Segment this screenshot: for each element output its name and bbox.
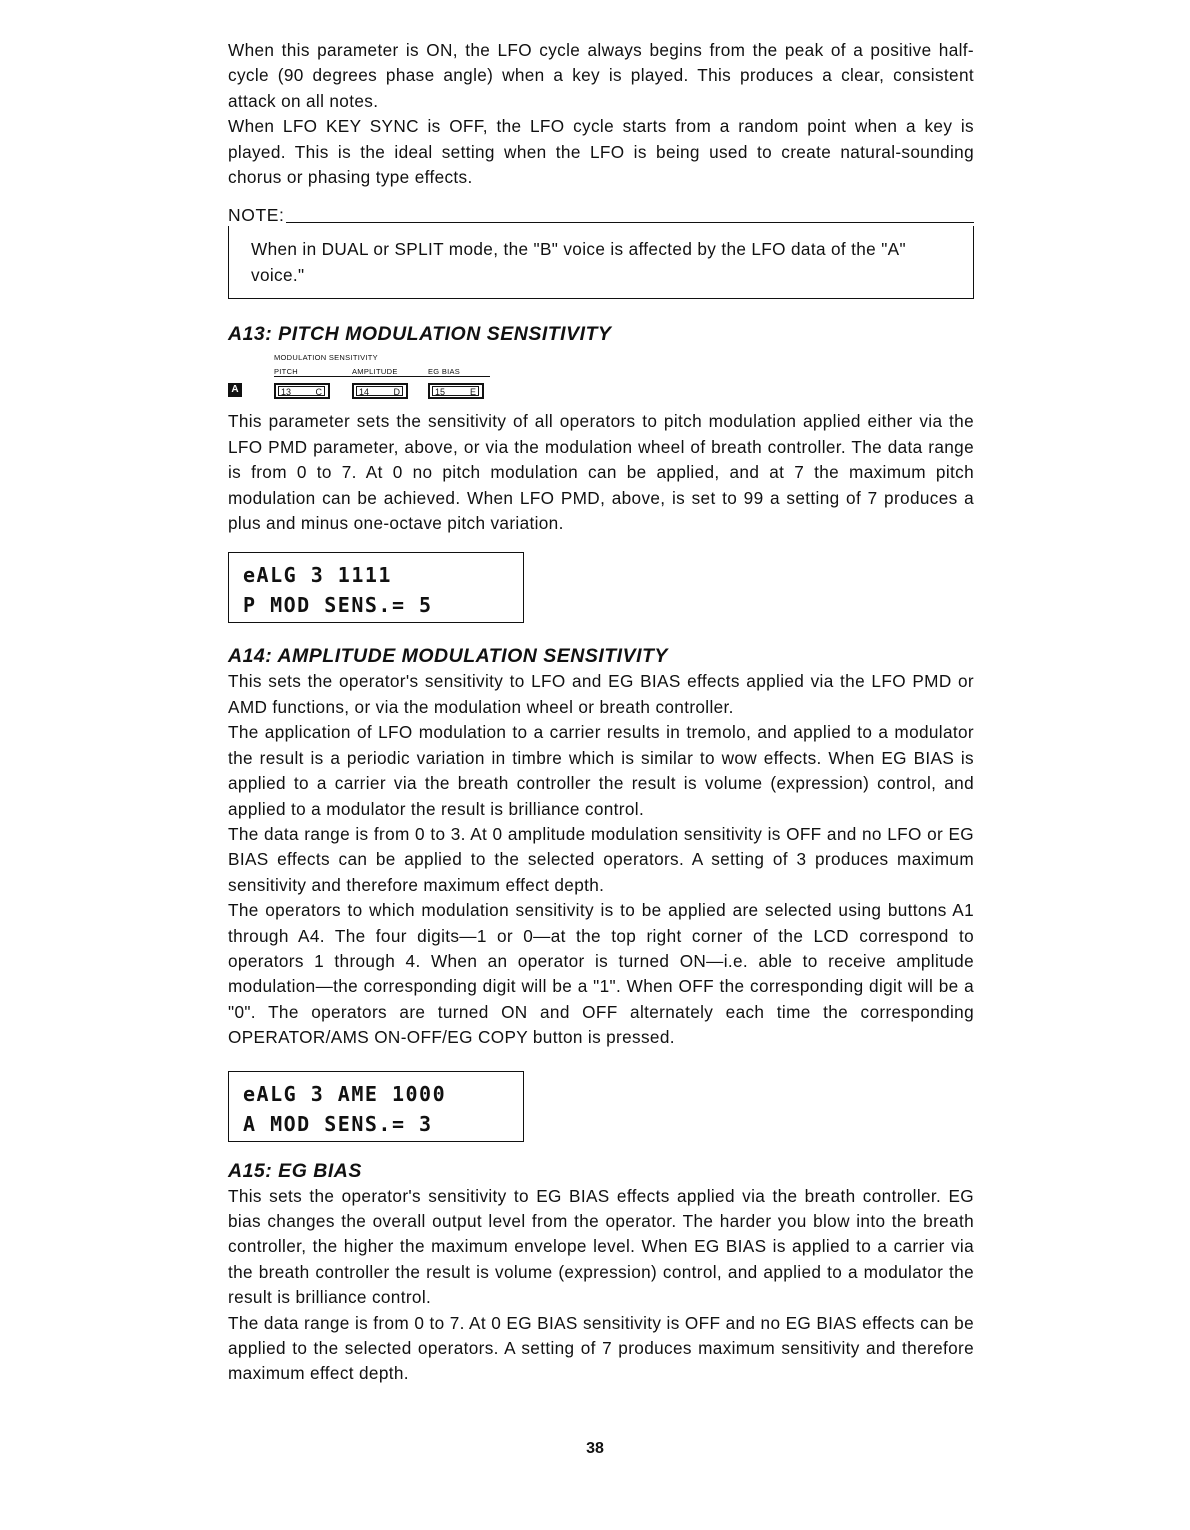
pitch-button-number: 13 xyxy=(281,387,292,398)
eg-bias-button-15[interactable] xyxy=(428,383,484,399)
page-content xyxy=(228,38,974,1387)
note-text: When in DUAL or SPLIT mode, the "B" voice is affected by the LFO data of the "A" voice." xyxy=(251,239,906,286)
lcd-line-1: eALG 3 1111 xyxy=(243,563,392,588)
section-a-badge: A xyxy=(228,383,242,397)
lcd-display-amp-mod xyxy=(228,1071,524,1142)
a15-heading: A15: EG BIAS xyxy=(228,1159,362,1182)
diagram-label-amplitude: AMPLITUDE xyxy=(352,367,398,377)
a13-heading: A13: PITCH MODULATION SENSITIVITY xyxy=(228,323,612,346)
lcd-line-1: eALG 3 AME 1000 xyxy=(243,1081,447,1106)
diagram-label-pitch: PITCH xyxy=(274,367,298,377)
note-rule xyxy=(286,222,974,223)
page-number: 38 xyxy=(586,1440,604,1457)
intro-paragraph-2: When LFO KEY SYNC is OFF, the LFO cycle starts from a random point when a key is played. This is the ideal setting when the LFO is being used to create natural-sounding chorus or phasing type effects. xyxy=(228,116,974,188)
eg-bias-button-number: 15 xyxy=(435,387,446,398)
a14-heading: A14: AMPLITUDE MODULATION SENSITIVITY xyxy=(228,645,668,668)
a14-paragraph-3: The data range is from 0 to 3. At 0 amplitude modulation sensitivity is OFF and no LFO or EG BIAS effects can be applied to the selected operators. A setting of 3 produces maximum sensitivity and therefore maximum effect depth. xyxy=(228,823,974,895)
diagram-rule xyxy=(274,376,490,377)
note-box xyxy=(228,226,974,299)
modulation-sensitivity-diagram xyxy=(228,353,974,407)
a14-paragraph-4: The operators to which modulation sensitivity is to be applied are selected using buttons A1 through A4. The four digits—1 or 0—at the top right corner of the LCD correspond to operators 1 through 4. When an operator is turned ON—i.e. able to receive amplitude modulation—the corresponding digit will be a "1". When OFF the corresponding digit will be a "0". The operators are turned ON and OFF alternately each time the corresponding OPERATOR/AMS ON-OFF/EG COPY button is pressed. xyxy=(228,900,974,1048)
amplitude-button-14[interactable] xyxy=(352,383,408,399)
note-label: NOTE: xyxy=(228,205,285,226)
a15-paragraph-2: The data range is from 0 to 7. At 0 EG BIAS sensitivity is OFF and no EG BIAS effects can be applied to the selected operators. A setting of 7 produces maximum sensitivity and therefore maximum effect depth. xyxy=(228,1312,974,1384)
pitch-button-13[interactable] xyxy=(274,383,330,399)
lcd-display-pitch-mod xyxy=(228,552,524,623)
a14-paragraph-1: This sets the operator's sensitivity to LFO and EG BIAS effects applied via the LFO PMD or AMD functions, or via the modulation wheel or breath controller. xyxy=(228,671,974,717)
amplitude-button-number: 14 xyxy=(359,387,370,398)
lcd-line-2: P MOD SENS.= 5 xyxy=(243,593,433,618)
a15-paragraph-1: This sets the operator's sensitivity to EG BIAS effects applied via the breath controller. EG bias changes the overall output level from the operator. The harder you blow into the breath controller, the higher the maximum envelope level. When EG BIAS is applied to a carrier via the breath controller the result is volume (expression) control, and applied to a modulator the result is brilliance control. xyxy=(228,1185,974,1308)
diagram-group-label: MODULATION SENSITIVITY xyxy=(274,353,378,363)
note-header xyxy=(228,204,974,226)
diagram-label-eg-bias: EG BIAS xyxy=(428,367,461,377)
lcd-line-2: A MOD SENS.= 3 xyxy=(243,1111,433,1136)
intro-paragraph-1: When this parameter is ON, the LFO cycle always begins from the peak of a positive half-cycle (90 degrees phase angle) when a key is played. This produces a clear, consistent attack on all notes. xyxy=(228,40,974,111)
a13-body: This parameter sets the sensitivity of all operators to pitch modulation applied either via the LFO PMD parameter, above, or via the modulation wheel of breath controller. The data range is from 0 to 7. At 0 no pitch modulation can be applied, and at 7 the maximum pitch modulation can be achieved. When LFO PMD, above, is set to 99 a setting of 7 produces a plus and minus one-octave pitch variation. xyxy=(228,411,974,534)
amplitude-button-letter: D xyxy=(393,387,400,398)
pitch-button-letter: C xyxy=(315,387,322,398)
eg-bias-button-letter: E xyxy=(469,387,476,398)
a14-paragraph-2: The application of LFO modulation to a carrier results in tremolo, and applied to a modulator the result is a periodic variation in timbre which is similar to wow effects. When EG BIAS is applied to a carrier via the breath controller the result is volume (expression) control, and applied to a modulator the result is brilliance control. xyxy=(228,722,974,819)
